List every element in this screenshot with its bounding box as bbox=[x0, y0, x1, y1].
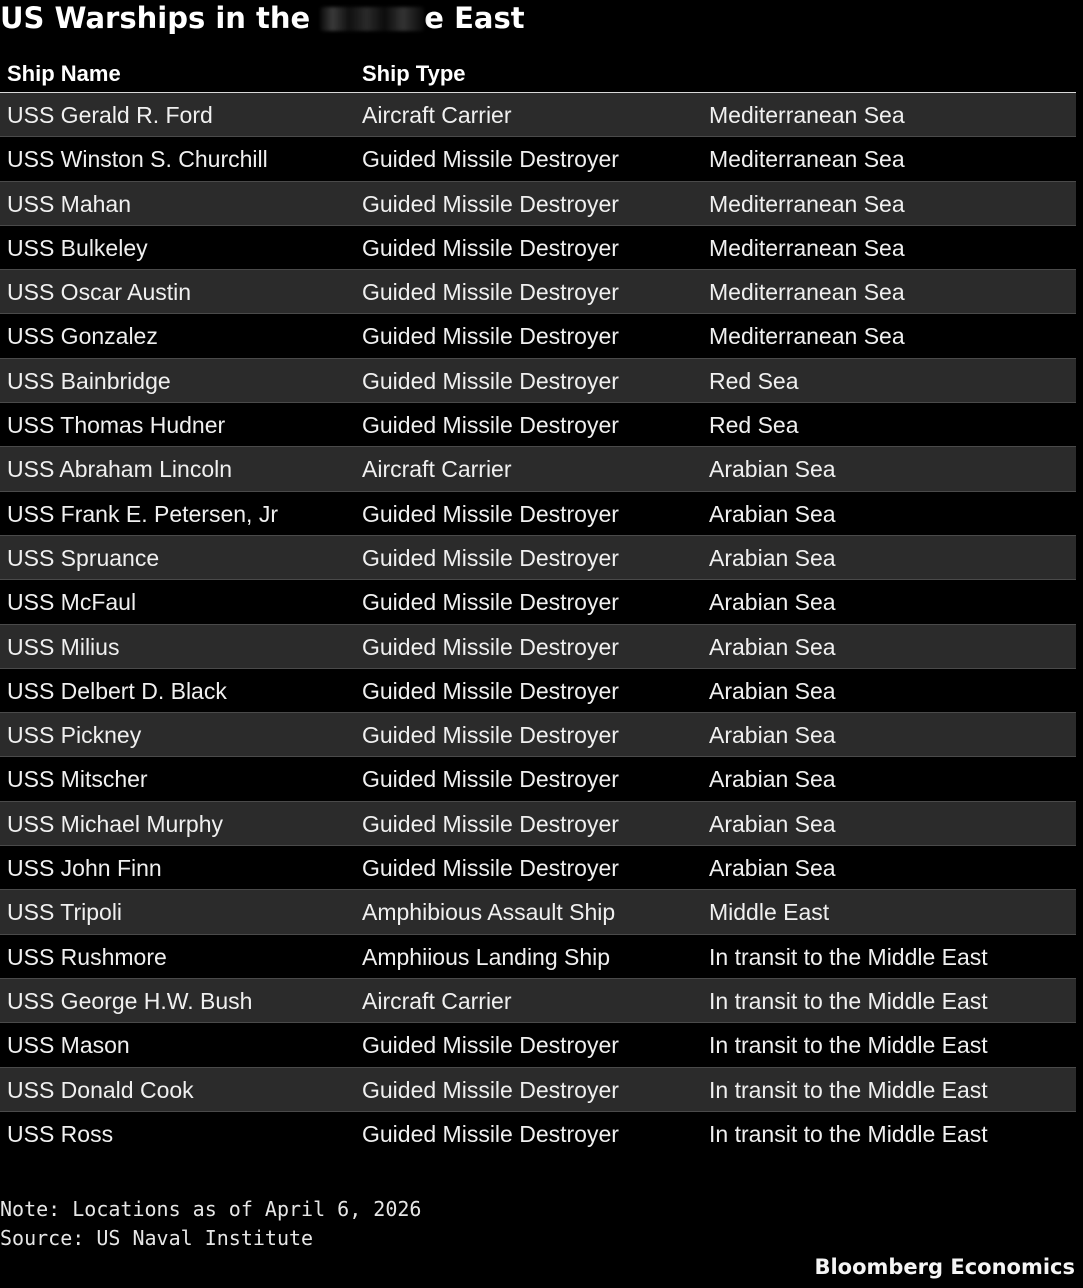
location-cell: Arabian Sea bbox=[709, 855, 836, 882]
table-row bbox=[0, 314, 1076, 358]
column-header-ship-type: Ship Type bbox=[362, 61, 466, 86]
location-cell: Arabian Sea bbox=[709, 810, 836, 837]
ship-type-cell: Guided Missile Destroyer bbox=[362, 633, 619, 660]
ship-type-cell: Amphiious Landing Ship bbox=[362, 943, 611, 970]
ship-name-cell: USS John Finn bbox=[7, 855, 162, 882]
ship-type-cell: Guided Missile Destroyer bbox=[362, 677, 619, 704]
table-row bbox=[0, 182, 1076, 226]
table-row bbox=[0, 492, 1076, 536]
ship-name-cell: USS Rushmore bbox=[7, 943, 167, 970]
ship-name-cell: USS Bainbridge bbox=[7, 367, 171, 394]
ship-type-cell: Guided Missile Destroyer bbox=[362, 544, 619, 571]
table-row bbox=[0, 1068, 1076, 1112]
table-row bbox=[0, 137, 1076, 181]
ship-type-cell: Guided Missile Destroyer bbox=[362, 412, 619, 439]
location-cell: Mediterranean Sea bbox=[709, 102, 905, 128]
ship-type-cell: Guided Missile Destroyer bbox=[362, 190, 619, 217]
table-row bbox=[0, 713, 1076, 757]
table-row bbox=[0, 270, 1076, 314]
table-row bbox=[0, 403, 1076, 447]
table-row bbox=[0, 846, 1076, 890]
ship-type-cell: Guided Missile Destroyer bbox=[362, 1076, 619, 1103]
ship-type-cell: Guided Missile Destroyer bbox=[362, 1120, 619, 1147]
location-cell: Mediterranean Sea bbox=[709, 323, 905, 350]
location-cell: In transit to the Middle East bbox=[709, 943, 988, 970]
ship-name-cell: USS Abraham Lincoln bbox=[7, 456, 233, 483]
location-cell: Arabian Sea bbox=[709, 722, 836, 749]
ship-type-cell: Guided Missile Destroyer bbox=[362, 279, 619, 306]
table-row bbox=[0, 536, 1076, 580]
column-header-ship-name: Ship Name bbox=[7, 61, 121, 86]
location-cell: Mediterranean Sea bbox=[709, 234, 905, 261]
ship-name-cell: USS McFaul bbox=[7, 589, 137, 616]
ship-name-cell: USS Gonzalez bbox=[7, 323, 158, 350]
table-row bbox=[0, 935, 1076, 979]
ship-type-cell: Guided Missile Destroyer bbox=[362, 323, 619, 350]
table-row bbox=[0, 625, 1076, 669]
table-row bbox=[0, 802, 1076, 846]
location-cell: In transit to the Middle East bbox=[709, 987, 988, 1014]
table-row bbox=[0, 1112, 1076, 1156]
ship-name-cell: USS Tripoli bbox=[7, 899, 123, 926]
redacted-blur-mark bbox=[320, 7, 424, 31]
ship-type-cell: Guided Missile Destroyer bbox=[362, 589, 619, 616]
brand-label: Bloomberg Economics bbox=[814, 1255, 1075, 1279]
table-row bbox=[0, 669, 1076, 713]
ship-name-cell: USS Winston S. Churchill bbox=[7, 146, 268, 173]
ship-name-cell: USS Ross bbox=[7, 1120, 114, 1147]
table-row bbox=[0, 226, 1076, 270]
title-prefix: US Warships in the bbox=[0, 1, 311, 35]
location-cell: Red Sea bbox=[709, 412, 799, 439]
ship-type-cell: Guided Missile Destroyer bbox=[362, 500, 619, 527]
ship-name-cell: USS Mitscher bbox=[7, 766, 148, 793]
table-row bbox=[0, 580, 1076, 624]
location-cell: Middle East bbox=[709, 899, 830, 926]
ship-type-cell: Guided Missile Destroyer bbox=[362, 367, 619, 394]
ship-type-cell: Aircraft Carrier bbox=[362, 456, 512, 483]
table-row bbox=[0, 93, 1076, 137]
ship-name-cell: USS Oscar Austin bbox=[7, 279, 192, 306]
ship-type-cell: Guided Missile Destroyer bbox=[362, 1032, 619, 1059]
table-row bbox=[0, 890, 1076, 934]
location-cell: Arabian Sea bbox=[709, 633, 836, 660]
table-row bbox=[0, 447, 1076, 491]
ship-name-cell: USS Milius bbox=[7, 633, 120, 660]
location-cell: In transit to the Middle East bbox=[709, 1032, 988, 1059]
ship-name-cell: USS Mahan bbox=[7, 190, 132, 217]
table-row bbox=[0, 979, 1076, 1023]
location-cell: Arabian Sea bbox=[709, 456, 836, 483]
ship-type-cell: Guided Missile Destroyer bbox=[362, 722, 619, 749]
ship-name-cell: USS Frank E. Petersen, Jr bbox=[7, 500, 278, 527]
ship-type-cell: Aircraft Carrier bbox=[362, 987, 512, 1014]
ship-name-cell: USS Pickney bbox=[7, 722, 142, 749]
ship-name-cell: USS Bulkeley bbox=[7, 234, 148, 261]
ship-name-cell: USS Thomas Hudner bbox=[7, 412, 226, 439]
location-cell: Mediterranean Sea bbox=[709, 190, 905, 217]
note-text: Note: Locations as of April 6, 2026 bbox=[0, 1197, 422, 1221]
ship-name-cell: USS Spruance bbox=[7, 544, 160, 571]
ship-name-cell: USS Michael Murphy bbox=[7, 810, 224, 837]
source-text: Source: US Naval Institute bbox=[0, 1226, 314, 1250]
title-suffix: East bbox=[454, 1, 525, 35]
ship-name-cell: USS Mason bbox=[7, 1032, 130, 1059]
ship-type-cell: Guided Missile Destroyer bbox=[362, 855, 619, 882]
ship-type-cell: Guided Missile Destroyer bbox=[362, 810, 619, 837]
table-title bbox=[0, 0, 525, 36]
location-cell: Red Sea bbox=[709, 367, 799, 394]
footnote bbox=[0, 1195, 421, 1253]
ship-name-cell: USS Donald Cook bbox=[7, 1076, 194, 1103]
location-cell: Arabian Sea bbox=[709, 500, 836, 527]
ship-name-cell: USS Delbert D. Black bbox=[7, 677, 227, 704]
ship-name-cell: USS George H.W. Bush bbox=[7, 987, 253, 1014]
ship-type-cell: Guided Missile Destroyer bbox=[362, 766, 619, 793]
location-cell: Arabian Sea bbox=[709, 589, 836, 616]
location-cell: Arabian Sea bbox=[709, 544, 836, 571]
table-row bbox=[0, 757, 1076, 801]
ship-type-cell: Amphibious Assault Ship bbox=[362, 899, 616, 926]
location-cell: Mediterranean Sea bbox=[709, 146, 905, 173]
table-row bbox=[0, 1023, 1076, 1067]
ship-name-cell: USS Gerald R. Ford bbox=[7, 102, 213, 128]
title-redacted-fragment: e bbox=[424, 1, 444, 35]
table-row bbox=[0, 359, 1076, 403]
location-cell: In transit to the Middle East bbox=[709, 1076, 988, 1103]
location-cell: Arabian Sea bbox=[709, 766, 836, 793]
ship-type-cell: Guided Missile Destroyer bbox=[362, 234, 619, 261]
table-body bbox=[0, 93, 1076, 1156]
ship-type-cell: Aircraft Carrier bbox=[362, 102, 512, 128]
location-cell: Mediterranean Sea bbox=[709, 279, 905, 306]
location-cell: Arabian Sea bbox=[709, 677, 836, 704]
ship-type-cell: Guided Missile Destroyer bbox=[362, 146, 619, 173]
table-header bbox=[0, 56, 1076, 94]
location-cell: In transit to the Middle East bbox=[709, 1120, 988, 1147]
